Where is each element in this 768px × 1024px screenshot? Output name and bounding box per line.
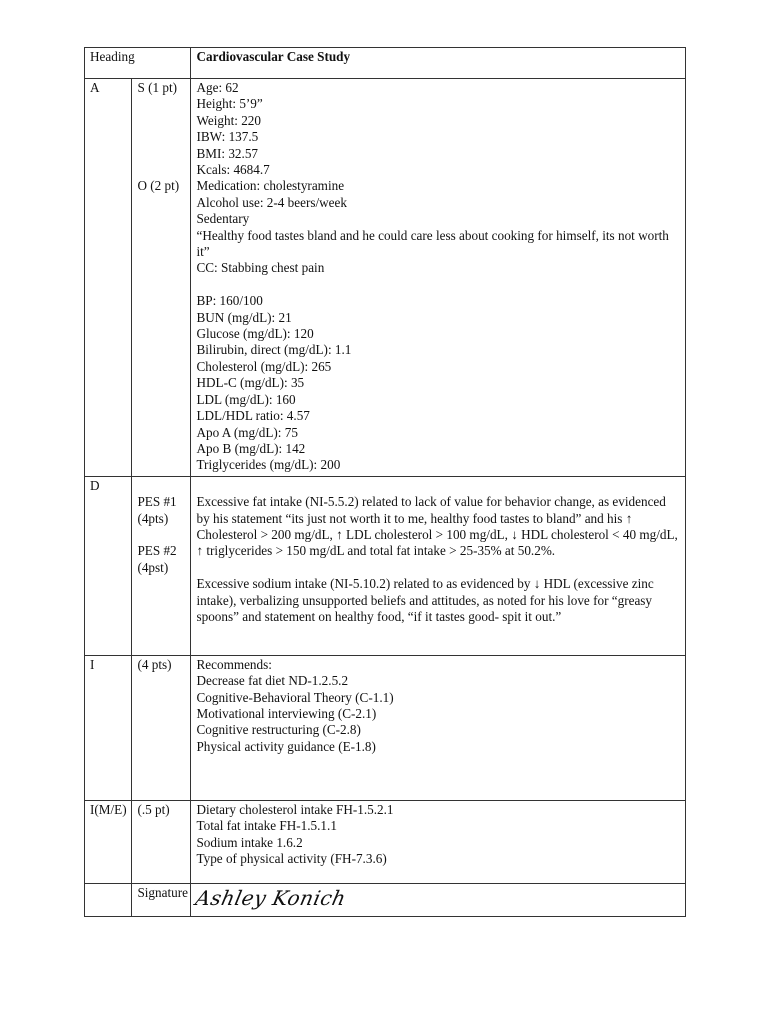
- monitoring-code: I(M/E): [85, 800, 132, 883]
- s-line: Weight: 220: [196, 112, 261, 128]
- pes2-statement: Excessive sodium intake (NI-5.10.2) related to as evidenced by ↓ HDL (excessive zinc intake), verbalizing unsupported beliefs and attitudes, as noted for his love for “greasy spoons” and statement on healthy food, “if it tastes good- spit it out.”: [196, 576, 654, 624]
- pes1-label: PES #1 (4pts): [137, 494, 177, 526]
- assessment-code: A: [85, 79, 132, 477]
- signature: Ashley Konich: [193, 885, 349, 910]
- lab-line: Cholesterol (mg/dL): 265: [196, 358, 332, 374]
- intervention-row: [85, 655, 686, 800]
- lab-line: LDL (mg/dL): 160: [196, 391, 296, 407]
- o-line: “Healthy food tastes bland and he could care less about cooking for himself, its not worth it”: [196, 227, 669, 260]
- intervention-line: Motivational interviewing (C-2.1): [196, 705, 377, 721]
- s-line: Age: 62: [196, 80, 239, 95]
- monitoring-row: [85, 800, 686, 883]
- intervention-line: Decrease fat diet ND-1.2.5.2: [196, 673, 349, 689]
- heading-row: [85, 48, 686, 79]
- objective-label: O (2 pt): [137, 178, 180, 194]
- monitoring-points: (.5 pt): [132, 800, 191, 883]
- intervention-points: (4 pts): [132, 655, 191, 800]
- assessment-content: [191, 79, 686, 477]
- intervention-content: [191, 655, 686, 800]
- lab-line: Apo A (mg/dL): 75: [196, 424, 298, 440]
- heading-label: Heading: [85, 48, 191, 79]
- diagnosis-content: [191, 476, 686, 655]
- diagnosis-row: [85, 476, 686, 655]
- s-line: Kcals: 4684.7: [196, 162, 270, 178]
- document-title: Cardiovascular Case Study: [191, 48, 686, 79]
- signature-label: Signature: [132, 883, 191, 916]
- subjective-label: S (1 pt): [137, 80, 177, 95]
- intervention-line: Recommends:: [196, 656, 272, 672]
- lab-line: Glucose (mg/dL): 120: [196, 326, 314, 342]
- diagnosis-labels: [132, 476, 191, 655]
- intervention-line: Cognitive restructuring (C-2.8): [196, 722, 361, 738]
- s-line: BMI: 32.57: [196, 145, 259, 161]
- s-line: Height: 5’9”: [196, 96, 263, 112]
- lab-line: BP: 160/100: [196, 293, 263, 309]
- s-line: IBW: 137.5: [196, 129, 259, 145]
- intervention-line: Cognitive-Behavioral Theory (C-1.1): [196, 689, 394, 705]
- case-study-table: [84, 47, 686, 917]
- monitoring-line: Type of physical activity (FH-7.3.6): [196, 850, 387, 866]
- diagnosis-code: D: [85, 476, 132, 655]
- monitoring-line: Dietary cholesterol intake FH-1.5.2.1: [196, 801, 394, 817]
- o-line: Alcohol use: 2-4 beers/week: [196, 194, 347, 210]
- assessment-row: [85, 79, 686, 477]
- lab-line: LDL/HDL ratio: 4.57: [196, 408, 310, 424]
- signature-cell: [191, 883, 686, 916]
- lab-line: Apo B (mg/dL): 142: [196, 440, 306, 456]
- o-line: Medication: cholestyramine: [196, 178, 345, 194]
- monitoring-content: [191, 800, 686, 883]
- lab-line: HDL-C (mg/dL): 35: [196, 375, 305, 391]
- monitoring-line: Sodium intake 1.6.2: [196, 834, 303, 850]
- signature-row: [85, 883, 686, 916]
- lab-line: Bilirubin, direct (mg/dL): 1.1: [196, 342, 352, 358]
- o-line: CC: Stabbing chest pain: [196, 260, 325, 276]
- intervention-code: I: [85, 655, 132, 800]
- monitoring-line: Total fat intake FH-1.5.1.1: [196, 818, 337, 834]
- o-line: Sedentary: [196, 211, 250, 227]
- pes2-label: PES #2 (4pst): [137, 543, 177, 575]
- intervention-line: Physical activity guidance (E-1.8): [196, 738, 376, 754]
- assessment-labels: [132, 79, 191, 477]
- pes1-statement: Excessive fat intake (NI-5.5.2) related to lack of value for behavior change, as evidenced by his statement “its just not worth it to me, healthy food tastes to bland” and his ↑ Cholesterol > 200 mg/dL, ↑ LDL cholesterol > 100 mg/dL, ↓ HDL cholesterol < 40 mg/dL, ↑ triglycerides > 150 mg/dL and total fat intake > 25-35% at 50.2%.: [196, 494, 678, 559]
- lab-line: Triglycerides (mg/dL): 200: [196, 457, 341, 473]
- lab-line: BUN (mg/dL): 21: [196, 309, 292, 325]
